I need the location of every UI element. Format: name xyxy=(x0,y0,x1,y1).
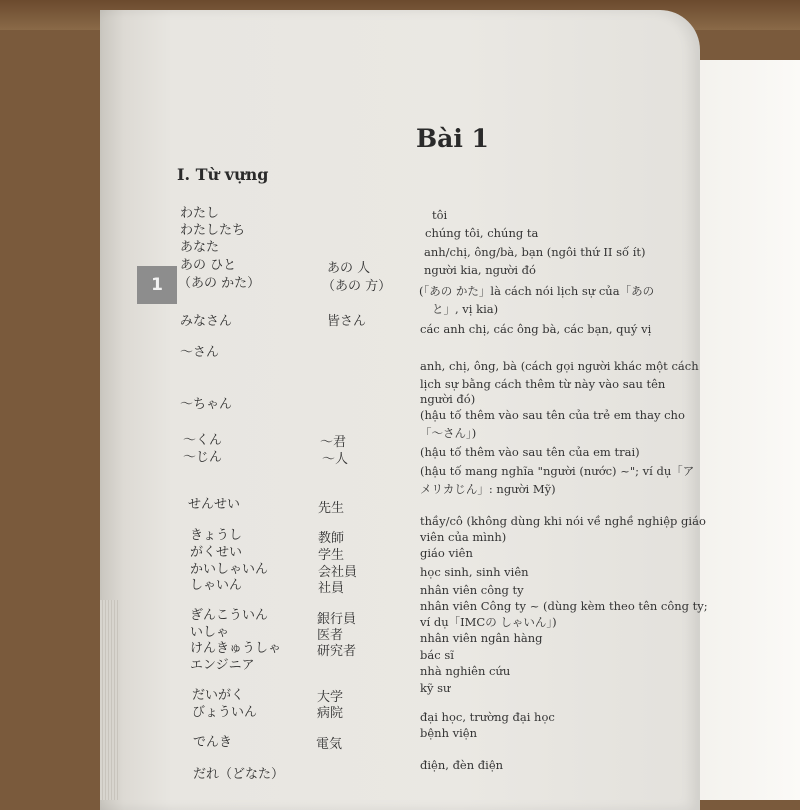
vocab-kana: せんせい xyxy=(188,497,241,512)
section-heading: I. Từ vựng xyxy=(177,165,269,184)
vocab-meaning: bệnh viện xyxy=(420,726,478,740)
vocab-meaning: người đó) xyxy=(420,392,476,406)
vocab-kana: （あの かた） xyxy=(178,276,261,291)
vocab-kana: でんき xyxy=(193,735,233,750)
vocab-meaning: nhân viên Công ty ~ (dùng kèm theo tên công ty; xyxy=(420,599,708,613)
vocab-meaning: lịch sự bằng cách thêm từ này vào sau tên xyxy=(420,377,666,391)
vocab-kana: ～じん xyxy=(183,450,223,465)
vocab-kana: ぎんこういん xyxy=(190,608,269,623)
vocab-kana: ～ちゃん xyxy=(180,397,233,412)
lesson-number-badge: 1 xyxy=(137,266,177,304)
vocab-kanji: ～人 xyxy=(322,452,349,467)
page-edge xyxy=(100,600,120,800)
vocab-kanji: 銀行員 xyxy=(317,612,357,627)
vocab-kana: かいしゃいん xyxy=(190,562,269,577)
vocab-kana: ～くん xyxy=(183,433,223,448)
vocab-kana: びょういん xyxy=(192,705,258,720)
vocab-meaning: (hậu tố thêm vào sau tên của trẻ em thay cho xyxy=(420,408,685,422)
vocab-meaning: nhà nghiên cứu xyxy=(420,664,511,678)
vocab-meaning: đại học, trường đại học xyxy=(420,710,555,724)
vocab-kanji: 学生 xyxy=(318,548,345,563)
vocab-kanji: あの 人 xyxy=(327,261,371,276)
vocab-meaning: viên của mình) xyxy=(420,530,507,544)
vocab-kana: わたしたち xyxy=(180,223,246,238)
vocab-kana: あの ひと xyxy=(180,258,237,273)
vocab-meaning: học sinh, sinh viên xyxy=(420,565,529,579)
vocab-kanji: 研究者 xyxy=(317,644,357,659)
vocab-meaning: nhân viên ngân hàng xyxy=(420,631,543,645)
vocab-meaning: điện, đèn điện xyxy=(420,758,504,772)
vocab-meaning: bác sĩ xyxy=(420,648,454,662)
vocab-kana: あなた xyxy=(180,240,220,255)
vocab-meaning: (「あの かた」là cách nói lịch sự của「あの xyxy=(419,284,655,298)
vocab-kanji: 大学 xyxy=(317,690,344,705)
vocab-kana: だいがく xyxy=(192,688,245,703)
vocab-meaning: các anh chị, các ông bà, các bạn, quý vị xyxy=(420,322,652,336)
vocab-meaning: giáo viên xyxy=(420,546,473,560)
vocab-kanji: 先生 xyxy=(318,501,345,516)
vocab-meaning: kỹ sư xyxy=(420,681,451,695)
vocab-kana: いしゃ xyxy=(190,625,230,640)
vocab-meaning: 「～さん」) xyxy=(420,426,477,440)
vocab-kanji: 皆さん xyxy=(327,314,367,329)
vocab-kana: みなさん xyxy=(180,314,233,329)
vocab-kanji: 社員 xyxy=(318,581,345,596)
vocab-kanji: （あの 方） xyxy=(322,279,392,294)
vocab-meaning: nhân viên công ty xyxy=(420,583,524,597)
vocab-kana: けんきゅうしゃ xyxy=(190,641,282,656)
vocab-kanji: 会社員 xyxy=(318,565,358,580)
vocab-meaning: (hậu tố thêm vào sau tên của em trai) xyxy=(420,445,640,459)
vocab-kana: わたし xyxy=(180,206,220,221)
vocab-meaning: tôi xyxy=(432,208,448,222)
vocab-meaning: người kia, người đó xyxy=(424,263,536,277)
vocab-kanji: 教師 xyxy=(318,531,345,546)
vocab-meaning: chúng tôi, chúng ta xyxy=(425,226,539,240)
vocab-meaning: anh, chị, ông, bà (cách gọi người khác một cách xyxy=(420,359,699,373)
vocab-kanji: 電気 xyxy=(316,737,343,752)
vocab-kanji: 病院 xyxy=(317,706,344,721)
vocab-meaning: メリカじん」: người Mỹ) xyxy=(420,482,556,496)
vocab-meaning: ví dụ「IMCの しゃいん」) xyxy=(420,615,557,629)
lesson-title: Bài 1 xyxy=(416,124,489,153)
vocab-meaning: (hậu tố mang nghĩa "người (nước) ~"; ví dụ「ア xyxy=(420,464,695,478)
vocab-kana: エンジニア xyxy=(190,658,255,673)
vocab-meaning: と」, vị kia) xyxy=(432,302,499,316)
vocab-kanji: 医者 xyxy=(317,628,344,643)
vocab-kana: ～さん xyxy=(180,345,220,360)
vocab-kana: きょうし xyxy=(190,528,243,543)
vocab-kana: だれ（どなた） xyxy=(193,767,285,782)
vocab-meaning: thầy/cô (không dùng khi nói về nghề nghiệp giáo xyxy=(420,514,706,528)
vocab-meaning: anh/chị, ông/bà, bạn (ngôi thứ II số ít) xyxy=(424,245,646,259)
vocab-kana: しゃいん xyxy=(190,578,243,593)
vocab-kana: がくせい xyxy=(190,545,243,560)
vocab-kanji: ～君 xyxy=(320,435,347,450)
